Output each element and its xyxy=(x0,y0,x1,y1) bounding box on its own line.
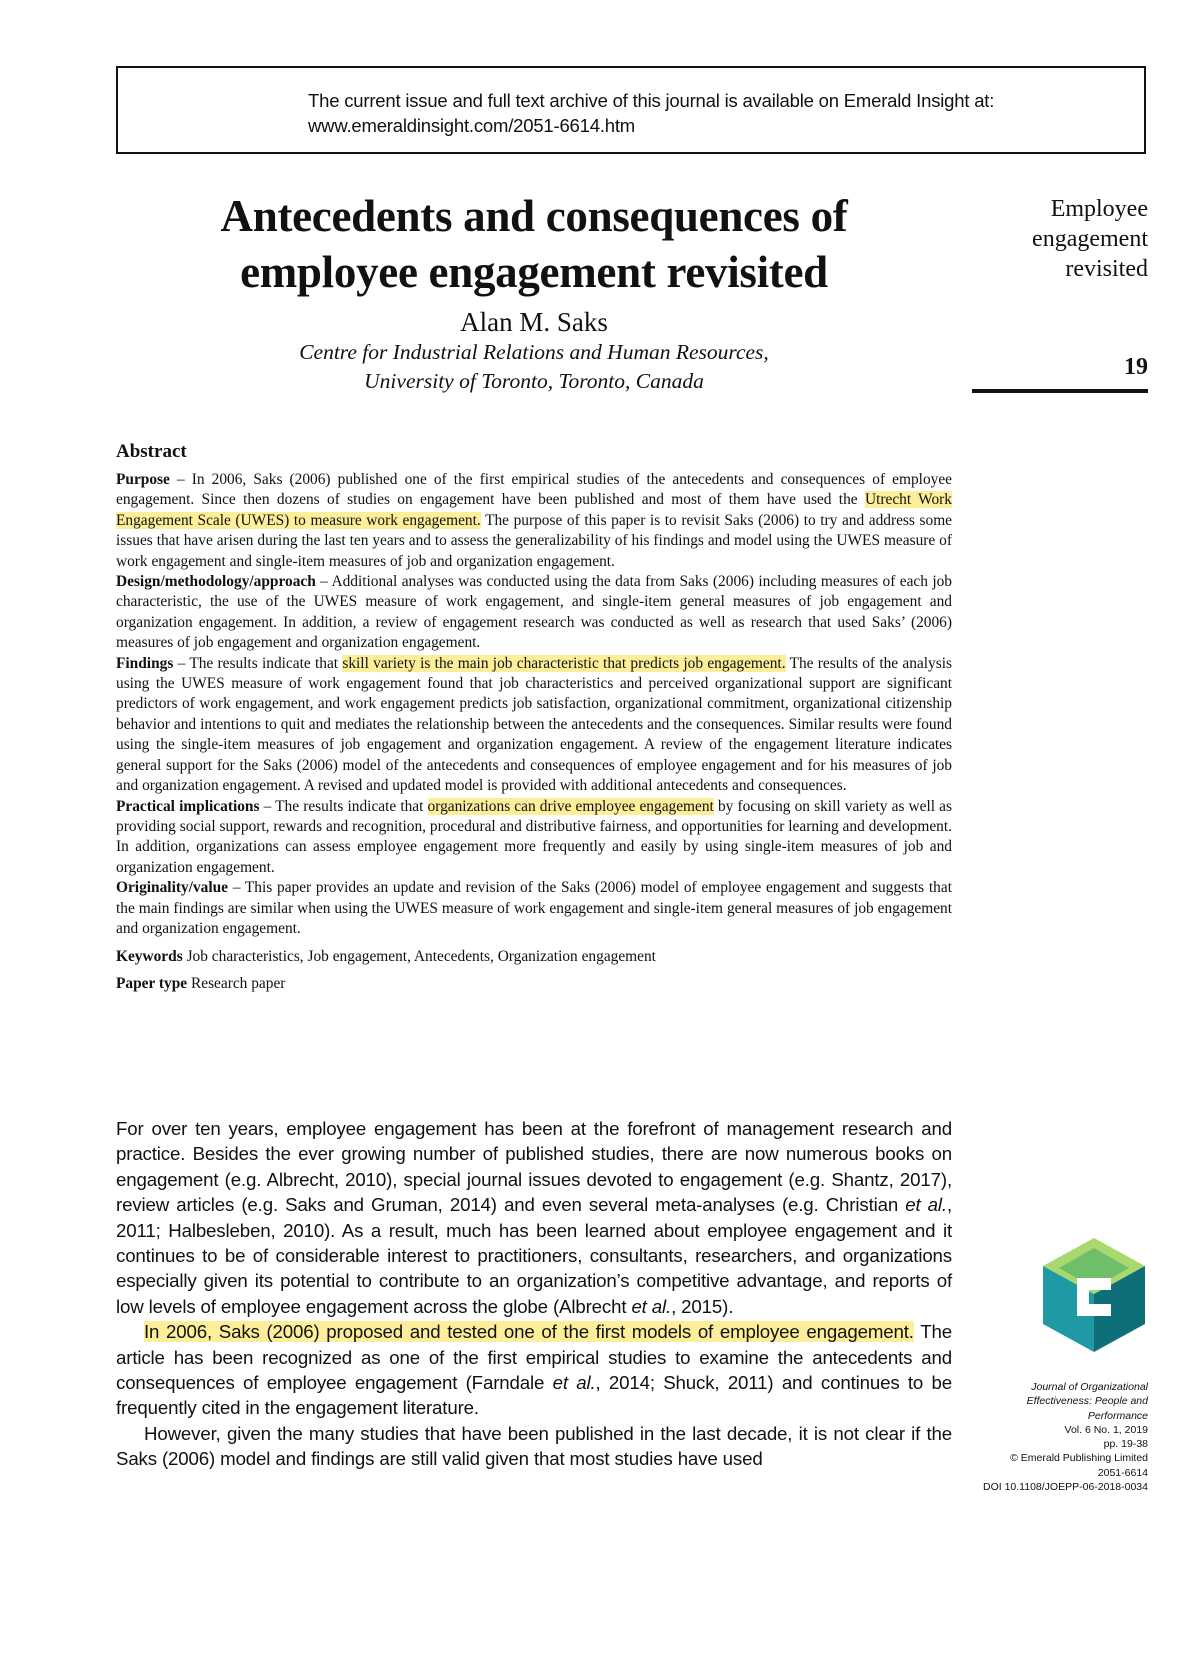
margin-rule xyxy=(972,389,1148,393)
affiliation-line-1: Centre for Industrial Relations and Human Resources, xyxy=(299,340,769,364)
design-sep: – xyxy=(315,573,332,591)
p2-highlight: In 2006, Saks (2006) proposed and tested one of the first models of employee engagement. xyxy=(144,1321,914,1343)
purpose-text-a: In 2006, Saks (2006) published one of the first empirical studies of the antecedents and consequences of employee engagement. Since then dozens of studies on engagement have been published and most of them have used the xyxy=(116,471,952,509)
findings-label: Findings xyxy=(116,654,174,672)
keywords-label: Keywords xyxy=(116,948,183,966)
abstract-section xyxy=(116,440,952,994)
p2-text-2: , 2014; Shuck, 2011) and continues to be frequently cited in the engagement literature. xyxy=(116,1372,952,1419)
purpose-label: Purpose xyxy=(116,471,170,488)
notice-line-1: The current issue and full text archive of this journal is available on Emerald Insight at: xyxy=(308,90,995,111)
practical-text-a: The results indicate that xyxy=(275,797,428,815)
journal-meta xyxy=(960,1380,1148,1494)
journal-volume: Vol. 6 No. 1, 2019 xyxy=(1064,1423,1148,1436)
page-number: 19 xyxy=(1124,354,1148,380)
originality-sep: – xyxy=(228,879,245,897)
practical-highlight: organizations can drive employee engagement xyxy=(427,797,714,815)
notice-url-link[interactable]: www.emeraldinsight.com/2051-6614.htm xyxy=(308,115,635,136)
abstract-originality xyxy=(116,878,952,939)
keywords-text: Job characteristics, Job engagement, Antecedents, Organization engagement xyxy=(186,948,656,966)
paper-type-label: Paper type xyxy=(116,974,188,992)
practical-sep: – xyxy=(259,797,276,815)
title-line-2: employee engagement revisited xyxy=(240,247,828,297)
body-paragraph-1 xyxy=(116,1116,952,1319)
journal-pages: pp. 19-38 xyxy=(1103,1438,1148,1451)
body-paragraph-2 xyxy=(116,1319,952,1421)
abstract-heading: Abstract xyxy=(116,441,187,462)
article-title xyxy=(116,188,952,300)
running-head xyxy=(960,194,1148,284)
p2-text-1: The article has been recognized as one of the first empirical studies to examine the antecedents and consequences of employee engagement (Farndale xyxy=(116,1321,952,1394)
purpose-highlight: Utrecht Work Engagement Scale (UWES) to measure work engagement. xyxy=(116,491,952,529)
journal-title-line-1: Journal of Organizational xyxy=(1031,1381,1148,1393)
practical-label: Practical implications xyxy=(116,797,260,815)
affiliation-line-2: University of Toronto, Toronto, Canada xyxy=(364,369,704,393)
journal-copyright: © Emerald Publishing Limited xyxy=(1010,1452,1148,1465)
findings-sep: – xyxy=(173,654,190,672)
abstract-practical xyxy=(116,797,952,879)
journal-issn: 2051-6614 xyxy=(1097,1466,1148,1479)
design-label: Design/methodology/approach xyxy=(116,573,316,591)
purpose-sep: – xyxy=(169,471,192,488)
body-text xyxy=(116,1116,952,1472)
running-head-line-2: engagement xyxy=(1032,226,1148,252)
journal-title-line-3: Performance xyxy=(1087,1409,1148,1422)
p1-etal-2: et al. xyxy=(631,1295,672,1317)
journal-title-line-2: Effectiveness: People and xyxy=(1026,1395,1148,1408)
emerald-logo-icon xyxy=(1043,1238,1145,1352)
author-name: Alan M. Saks xyxy=(460,307,608,337)
body-paragraph-3: However, given the many studies that have been published in the last decade, it is not clear if the Saks (2006) model and findings are still valid given that most studies have used xyxy=(116,1422,952,1470)
p1-text-1: For over ten years, employee engagement has been at the forefront of management research and practice. Besides the ever growing number of published studies, there are now numerous books on engagement (e.g. Albrecht, 2010), special journal issues devoted to engagement (e.g. Shantz, 2017), review articles (e.g. Saks and Gruman, 2014) and even several meta-analyses (e.g. Christian xyxy=(116,1118,952,1216)
p2-etal: et al. xyxy=(552,1372,596,1394)
keywords xyxy=(116,947,952,967)
journal-doi: DOI 10.1108/JOEPP-06-2018-0034 xyxy=(983,1481,1148,1494)
p1-text-2: , 2011; Halbesleben, 2010). As a result, much has been learned about employee engagement and it continues to be of considerable interest to practitioners, consultants, researchers, and organizations especially given its potential to contribute to an organization’s competitive advantage, and reports of low levels of employee engagement across the globe (Albrecht xyxy=(116,1194,952,1317)
abstract-design xyxy=(116,572,952,654)
title-line-1: Antecedents and consequences of xyxy=(220,191,848,241)
journal-notice-box xyxy=(116,66,1146,154)
title-block xyxy=(116,188,952,396)
findings-text-b: The results of the analysis using the UWES measure of work engagement found that job characteristics and perceived organizational support are significant predictors of work engagement, and work engagement predicts job satisfaction, organizational commitment, organizational citizenship behavior and intentions to quit and mediates the relationship between the antecedents and the consequences. Similar results were found using the single-item measures of job engagement and organization engagement. A review of the engagement literature indicates general support for the Saks (2006) model of the antecedents and consequences of employee engagement and for his measures of job and organization engagement. A revised and updated model is provided with additional antecedents and consequences. xyxy=(116,654,952,795)
p1-text-3: , 2015). xyxy=(671,1295,734,1317)
purpose-text-b: The purpose of this paper is to revisit Saks (2006) to try and address some issues that have arisen during the last ten years and to assess the generalizability of his findings and model using the UWES measure of work engagement and single-item measures of job and organization engagement. xyxy=(116,511,952,570)
p1-etal-1: et al. xyxy=(905,1194,947,1216)
abstract-purpose xyxy=(116,470,952,572)
originality-text: This paper provides an update and revision of the Saks (2006) model of employee engagement and suggests that the main findings are similar when using the UWES measure of work engagement and single-item general measures of job engagement and organization engagement. xyxy=(116,879,952,937)
running-head-line-3: revisited xyxy=(1065,256,1148,282)
practical-text-b: by focusing on skill variety as well as providing social support, rewards and recognition, procedural and distributive fairness, and opportunities for learning and development. In addition, organizations can assess employee engagement more frequently and easily by using single-item measures of job and organization engagement. xyxy=(116,797,952,876)
findings-text-a: The results indicate that xyxy=(189,654,343,672)
paper-type-text: Research paper xyxy=(190,974,286,992)
originality-label: Originality/value xyxy=(116,879,229,897)
paper-type xyxy=(116,974,952,994)
design-text: Additional analyses was conducted using the data from Saks (2006) including measures of each job characteristic, the use of the UWES measure of work engagement, and single-item general measures of job engagement and organization engagement. In addition, a review of engagement research was conducted as well as research that used Saks’ (2006) measures of job engagement and organization engagement. xyxy=(116,573,953,652)
abstract-findings xyxy=(116,654,952,797)
running-head-line-1: Employee xyxy=(1050,196,1148,222)
findings-highlight: skill variety is the main job characteristic that predicts job engagement. xyxy=(342,654,786,672)
